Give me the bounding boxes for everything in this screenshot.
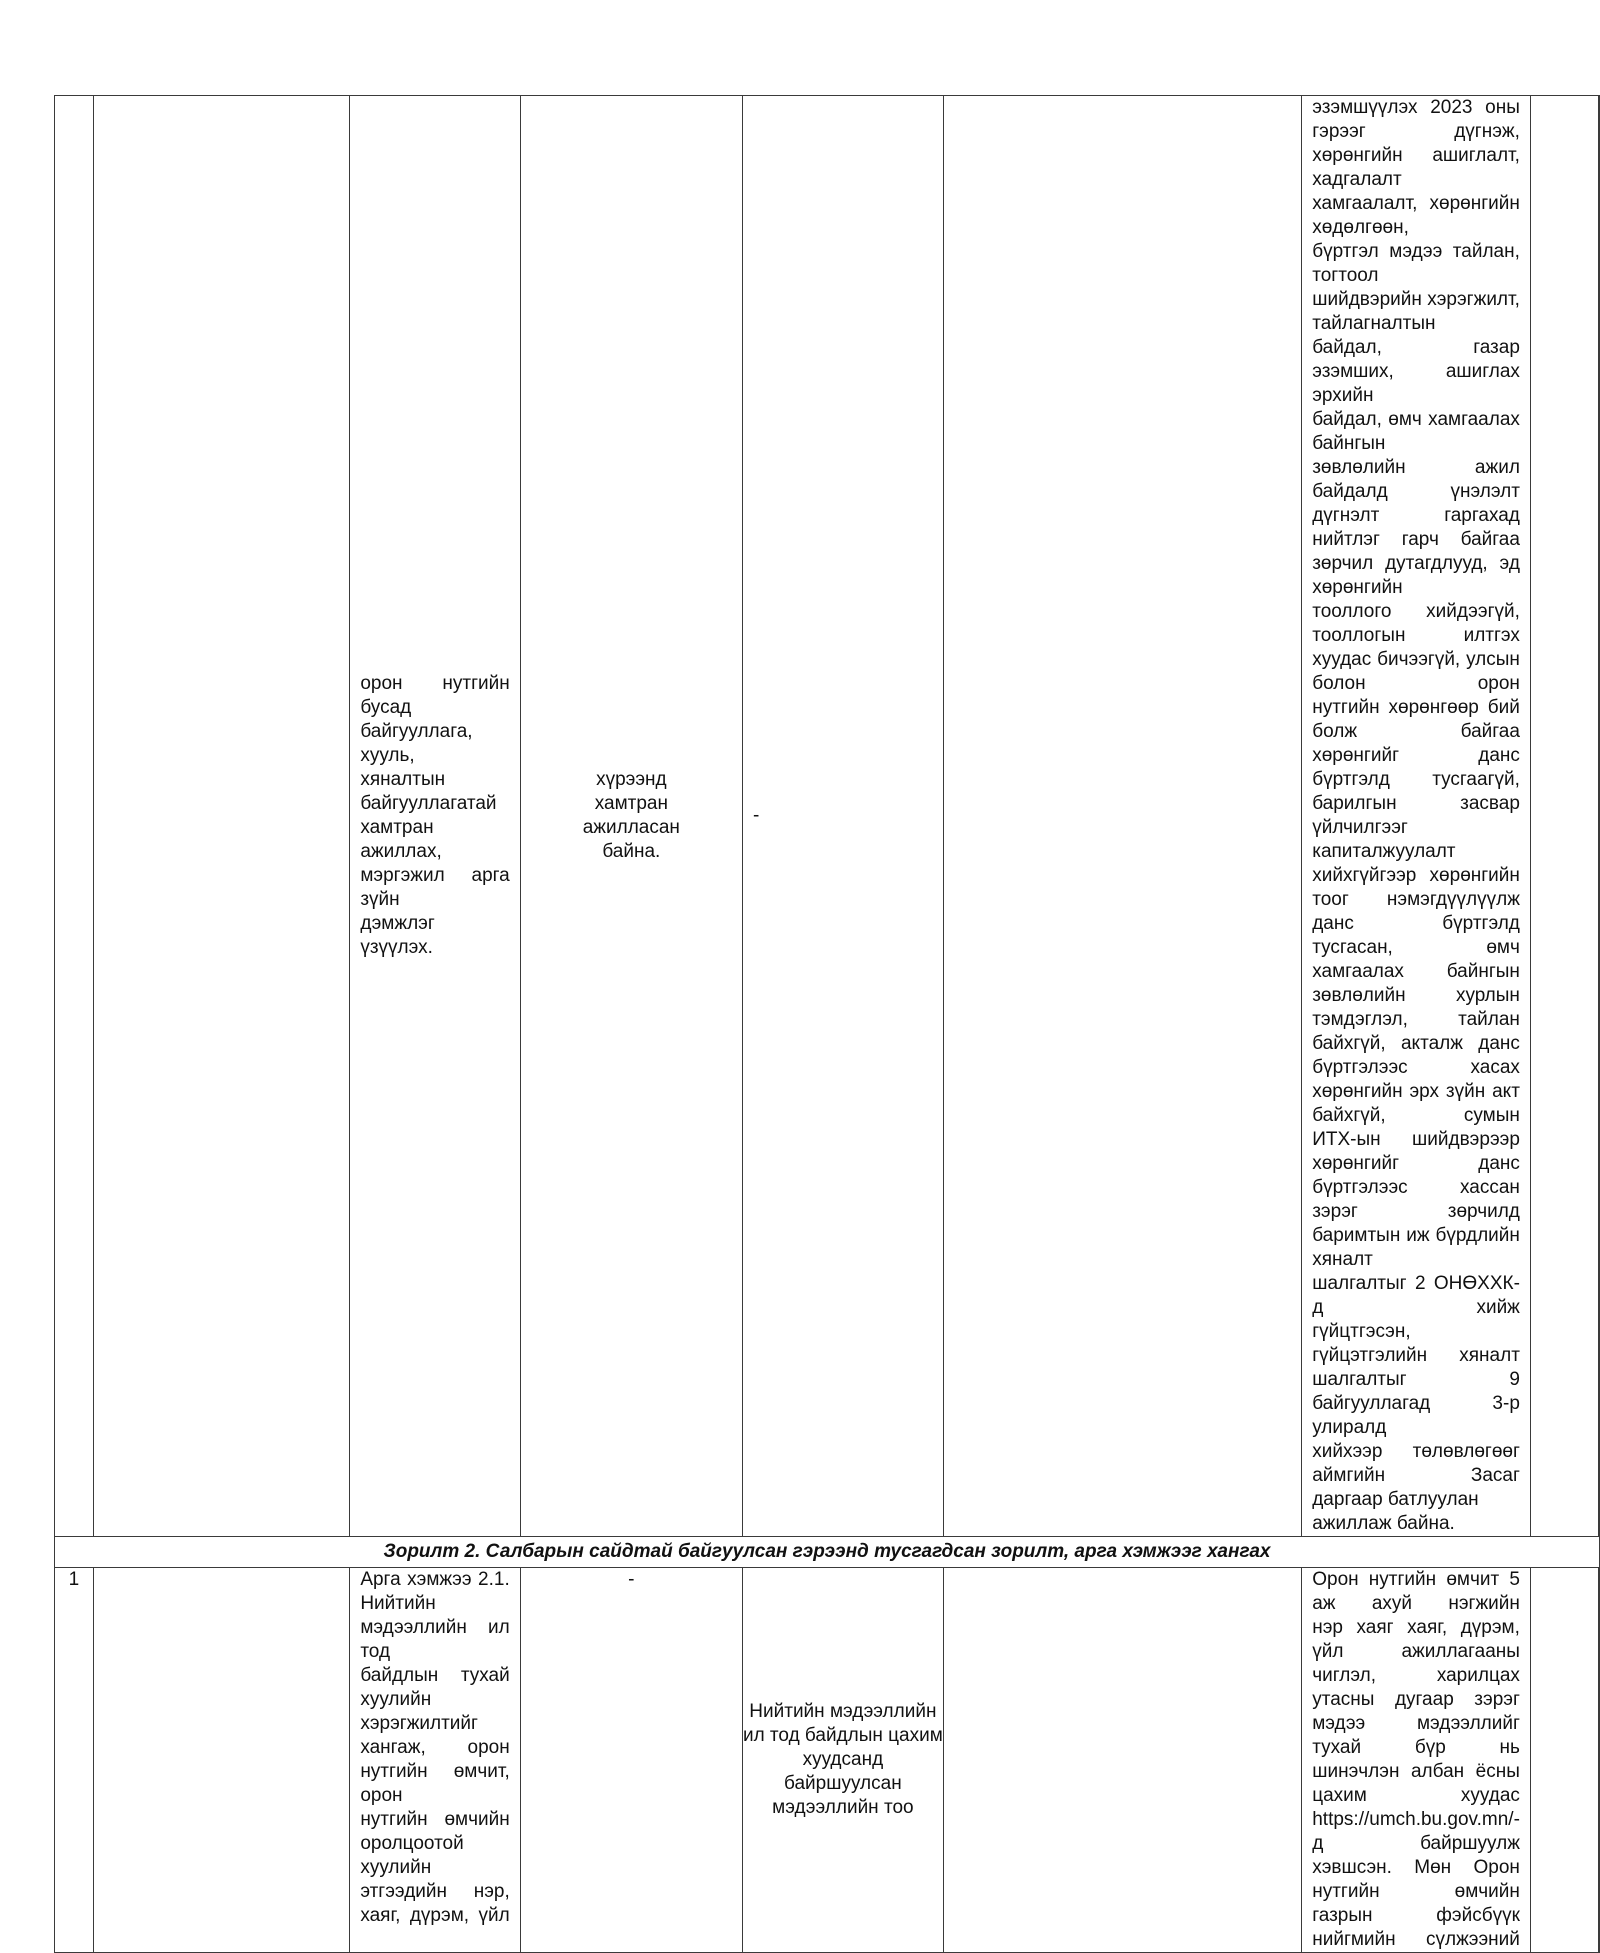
- text-line: Арга хэмжээ 2.1. Нийтийн: [360, 1569, 510, 1614]
- text-line: хуудсанд: [802, 1749, 884, 1770]
- text-line: хяналтын байгууллагатай: [360, 769, 497, 814]
- goal-row: [55, 1537, 1600, 1568]
- text-line: ИТХ-ын шийдвэрээр хөрөнгийг данс: [1312, 1129, 1520, 1174]
- text-line: хөрөнгийг данс бүртгэлд тусгаагүй,: [1312, 745, 1520, 790]
- result-text: [521, 768, 742, 864]
- dash-text: -: [752, 805, 760, 826]
- text-line: байршуулсан: [784, 1773, 902, 1794]
- text-line: зөвлөлийн хурлын тэмдэглэл, тайлан: [1312, 985, 1520, 1030]
- blank-cell: [943, 96, 1301, 1537]
- text-line: орон нутгийн бусад: [360, 673, 510, 718]
- text-line: шийдвэрийн хэрэгжилт, тайлагналтын: [1312, 289, 1520, 334]
- blank-cell: [1598, 1568, 1599, 1953]
- text-line: ажилласан: [582, 817, 680, 838]
- text-line: чиглэл, харилцах утасны дугаар зэрэг: [1312, 1665, 1520, 1710]
- text-line: нутгийн өмчит, орон: [360, 1761, 510, 1806]
- text-line: мэдээ мэдээллийг тухай бүр нь: [1312, 1713, 1520, 1758]
- text-line: https://umch.bu.gov.mn/-д байршуулж: [1312, 1809, 1520, 1854]
- text-line: нутгийн хөрөнгөөр бий болж байгаа: [1312, 697, 1520, 742]
- blank-cell: [93, 1568, 350, 1953]
- text-line: хүрээнд: [596, 769, 667, 790]
- text-line: эзэмшүүлэх 2023 оны гэрээг дүгнэж,: [1312, 97, 1520, 142]
- text-line: хамтран: [594, 793, 668, 814]
- performance-text: [1312, 96, 1520, 1536]
- blank-cell: [1530, 1568, 1598, 1953]
- goal-heading: Зорилт 2. Салбарын сайдтай байгуулсан гэрээнд тусгагдсан зорилт, арга хэмжээг хангах: [55, 1537, 1600, 1568]
- text-line: Нийтийн мэдээллийн: [749, 1701, 937, 1722]
- indicator-text: [743, 1700, 943, 1820]
- text-line: дэмжлэг үзүүлэх.: [360, 913, 435, 958]
- text-line: хөрөнгийн ашиглалт, хадгалалт: [1312, 145, 1520, 190]
- text-line: байдал, өмч хамгаалах байнгын: [1312, 409, 1520, 454]
- text-line: шалгалтыг 2 ОНӨХХК-д хийж: [1312, 1273, 1520, 1318]
- text-line: зөрчил дутагдлууд, эд хөрөнгийн: [1312, 553, 1520, 598]
- blank-cell: [93, 96, 350, 1537]
- text-line: тоог нэмэгдүүлүүлж данс бүртгэлд: [1312, 889, 1520, 934]
- text-line: мэргэжил арга зүйн: [360, 865, 510, 910]
- text-line: гүйцтгэсэн, гүйцэтгэлийн хяналт: [1312, 1321, 1520, 1366]
- report-table: [54, 95, 1600, 1953]
- result-cell: [520, 1568, 742, 1953]
- text-line: мэдээллийн ил тод: [360, 1617, 510, 1662]
- text-line: дүгнэлт гаргахад нийтлэг гарч байгаа: [1312, 505, 1520, 550]
- activity-text: [360, 672, 509, 960]
- blank-cell: [1598, 96, 1599, 1537]
- text-line: хөрөнгийн эрх зүйн акт байхгүй, сумын: [1312, 1081, 1520, 1126]
- row-number-cell: [55, 96, 94, 1537]
- text-line: тусгасан, өмч хамгаалах байнгын: [1312, 937, 1520, 982]
- text-line: газрын фэйсбүүк нийгмийн сүлжээний: [1312, 1905, 1520, 1950]
- text-line: баримтын иж бүрдлийн хяналт: [1312, 1225, 1520, 1270]
- text-line: хаяг, дүрэм, үйл: [360, 1905, 510, 1926]
- text-line: хэвшсэн. Мөн Орон нутгийн өмчийн: [1312, 1857, 1520, 1902]
- text-line: байхгүй, акталж данс бүртгэлээс хасах: [1312, 1033, 1520, 1078]
- blank-cell: [1530, 96, 1598, 1537]
- result-cell: [520, 96, 742, 1537]
- text-line: байдал, газар эзэмших, ашиглах эрхийн: [1312, 337, 1520, 406]
- text-line: капиталжуулалт хийхгүйгээр хөрөнгийн: [1312, 841, 1520, 886]
- text-line: зөвлөлийн ажил байдалд үнэлэлт: [1312, 457, 1520, 502]
- row-number-cell: 1: [55, 1568, 94, 1953]
- activity-cell: [350, 1568, 520, 1953]
- text-line: нутгийн өмчийн оролцоотой: [360, 1809, 510, 1854]
- activity-text: [360, 1568, 509, 1928]
- activity-cell: [350, 96, 520, 1537]
- text-line: хийхээр төлөвлөгөөг аймгийн Засаг: [1312, 1441, 1520, 1486]
- text-line: байдлын тухай хуулийн: [360, 1665, 510, 1710]
- text-line: байна.: [602, 841, 661, 862]
- text-line: хамгаалалт, хөрөнгийн хөдөлгөөн,: [1312, 193, 1520, 238]
- text-line: даргаар батлуулан ажиллаж байна.: [1312, 1489, 1479, 1534]
- blank-cell: [943, 1568, 1301, 1953]
- text-line: нэр хаяг хаяг, дүрэм, үйл ажиллагааны: [1312, 1617, 1520, 1662]
- text-line: шалгалтыг 9 байгууллагад 3-р улиралд: [1312, 1369, 1520, 1438]
- performance-cell: [1302, 96, 1531, 1537]
- text-line: хэрэгжилтийг хангаж, орон: [360, 1713, 510, 1758]
- table-row: [55, 96, 1600, 1537]
- text-line: байгууллага, хууль,: [360, 721, 473, 766]
- text-line: бүртгэлээс хассан зэрэг зөрчилд: [1312, 1177, 1520, 1222]
- performance-cell: [1302, 1568, 1531, 1953]
- dash-text: -: [628, 1569, 635, 1590]
- text-line: хуулийн этгээдийн нэр,: [360, 1857, 510, 1902]
- indicator-cell: [742, 1568, 943, 1953]
- text-line: Орон нутгийн өмчит 5 аж ахуй нэгжийн: [1312, 1569, 1520, 1614]
- text-line: хамтран ажиллах,: [360, 817, 442, 862]
- text-line: бүртгэл мэдээ тайлан, тогтоол: [1312, 241, 1520, 286]
- performance-text: [1312, 1568, 1520, 1952]
- text-line: мэдээллийн тоо: [772, 1797, 914, 1818]
- indicator-cell: [742, 96, 943, 1537]
- text-line: шинэчлэн албан ёсны цахим хуудас: [1312, 1761, 1520, 1806]
- text-line: барилгын засвар үйлчилгээг: [1312, 793, 1520, 838]
- table-row: [55, 1568, 1600, 1953]
- text-line: тооллого хийдээгүй, тооллогын илтгэх: [1312, 601, 1520, 646]
- text-line: хуудас бичээгүй, улсын болон орон: [1312, 649, 1520, 694]
- text-line: ил тод байдлын цахим: [742, 1725, 943, 1746]
